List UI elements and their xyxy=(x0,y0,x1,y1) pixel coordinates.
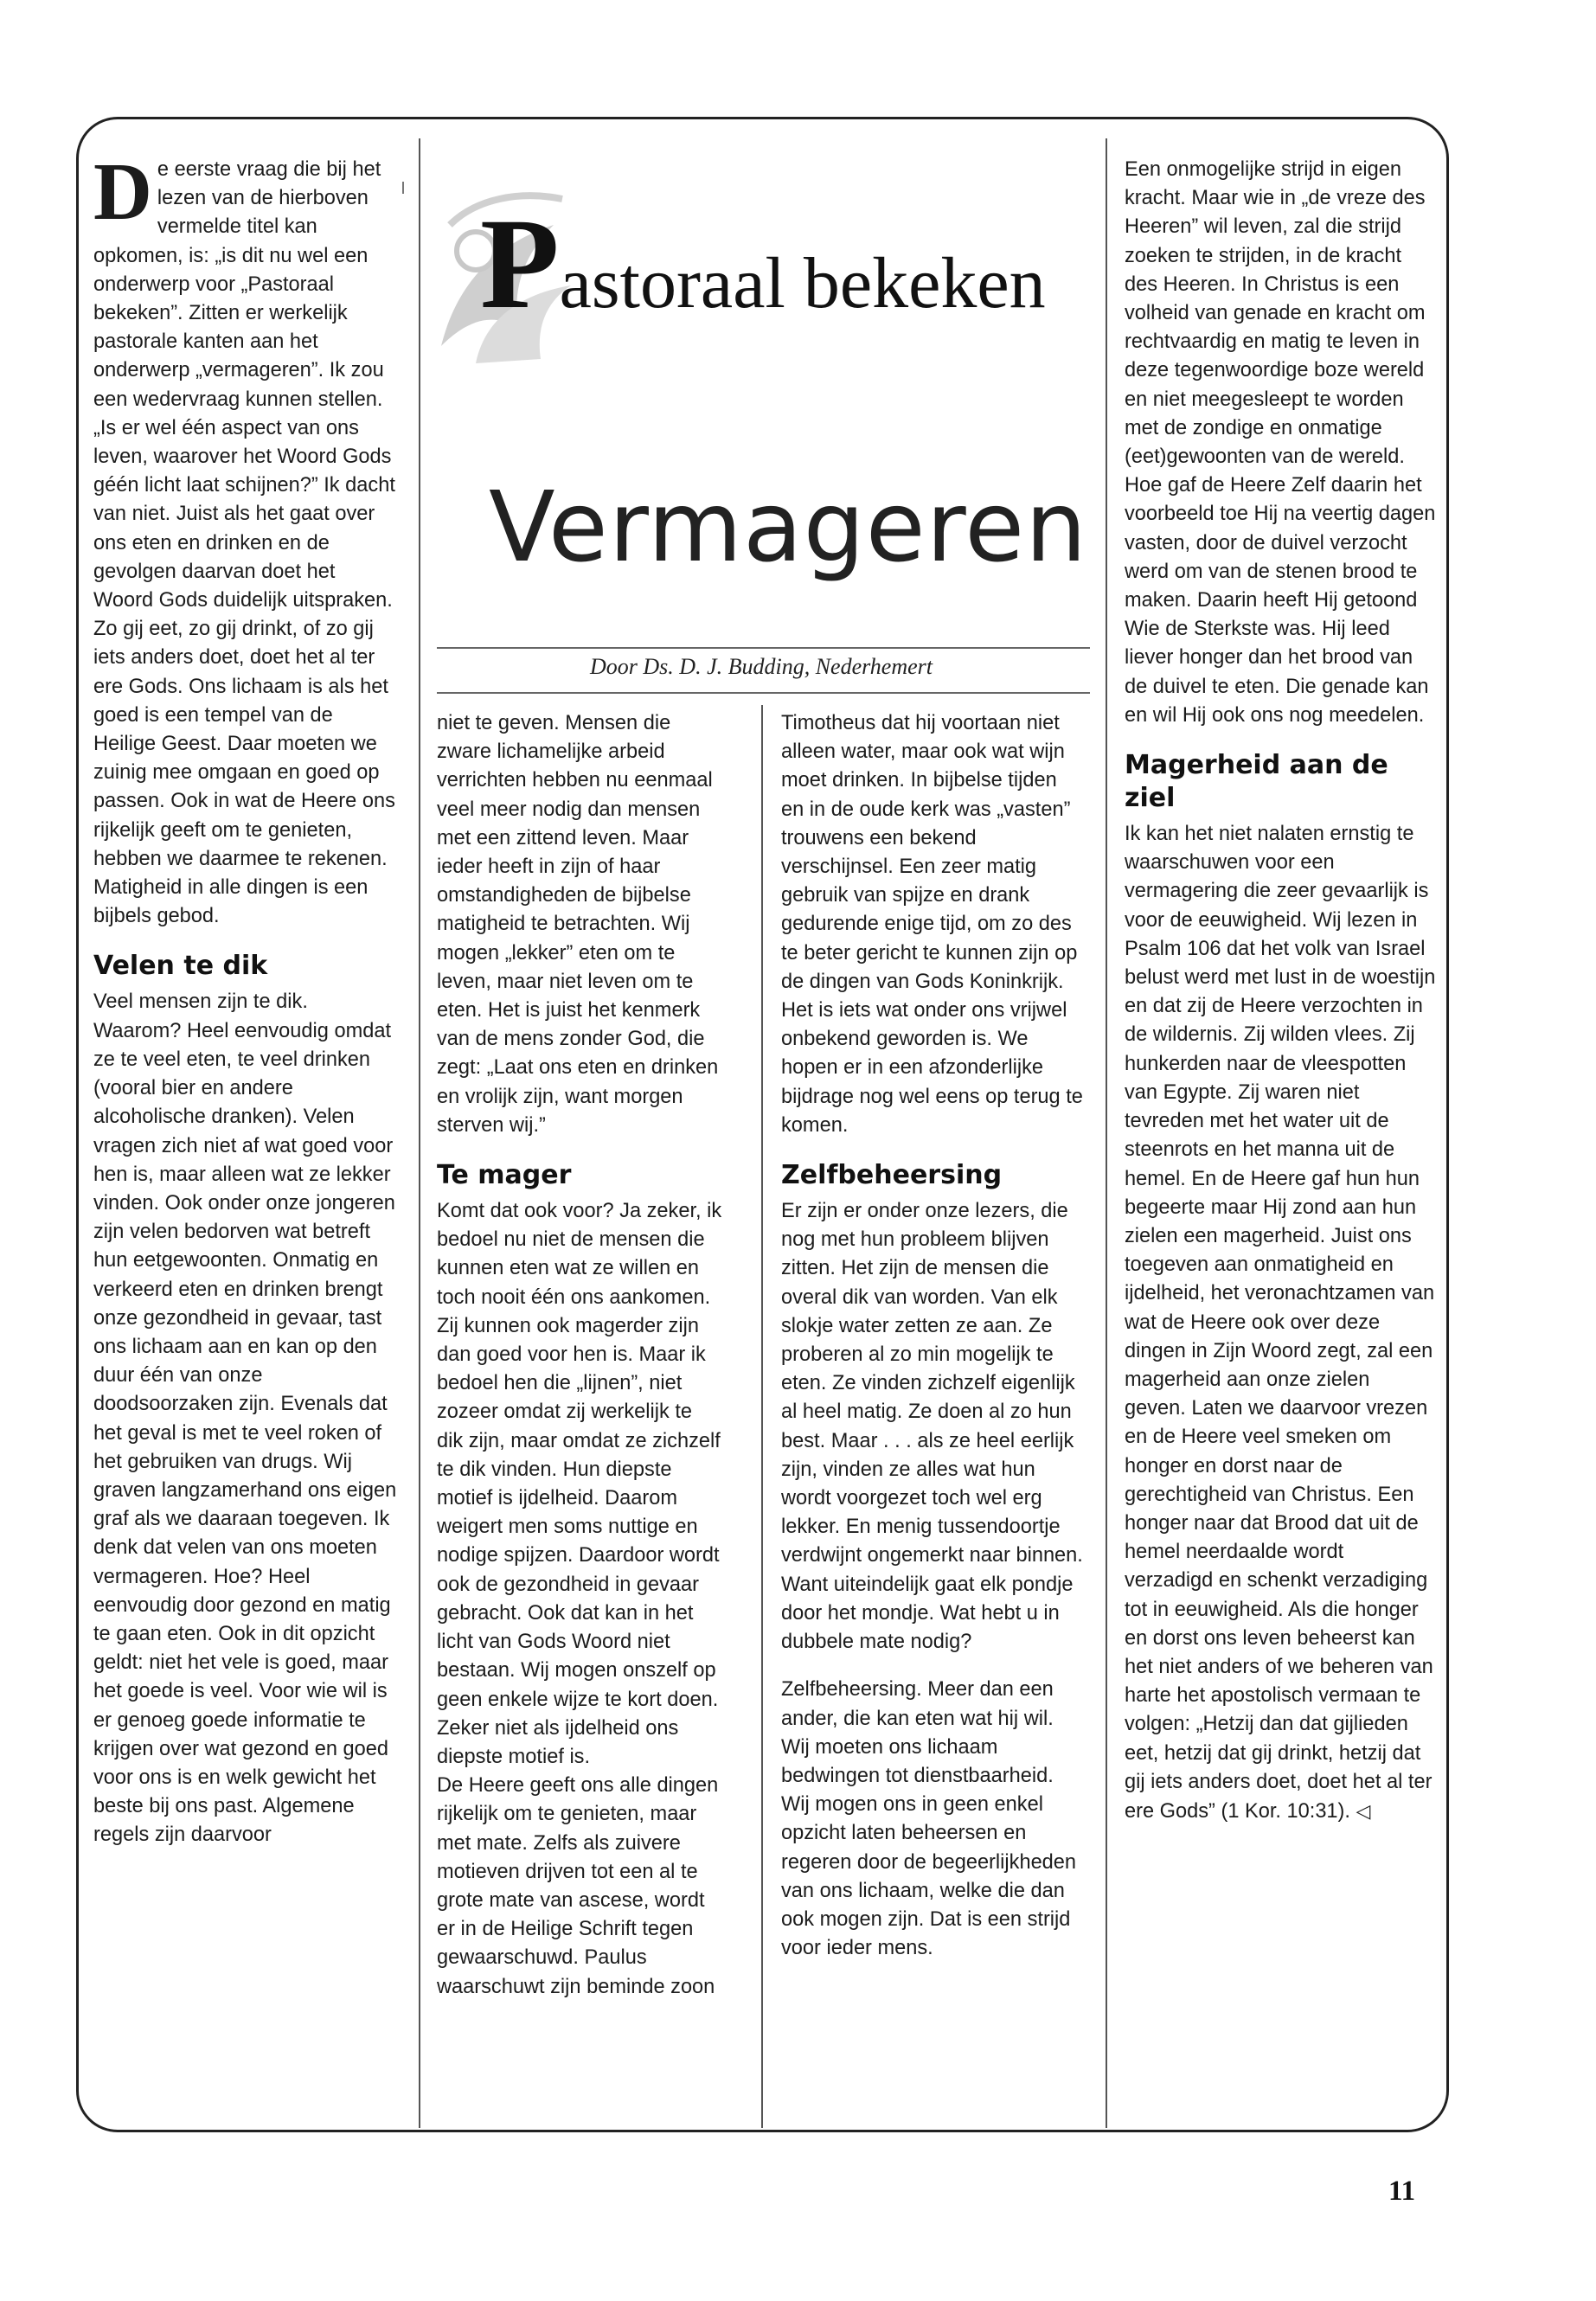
subheading-velen-te-dik: Velen te dik xyxy=(93,951,268,982)
subheading-te-mager: Te mager xyxy=(437,1160,572,1191)
paragraph: Een onmogelijke strijd in eigen kracht. Maar wie in „de vreze des Heeren” wil leven, zal die strijd zoeken te strijden, in de kracht des Heeren. In Christus is een volheid van genade en kracht om rechtvaardig en matig te leven in deze tegenwoordige boze wereld en niet meegesleept te worden met de zondige en onmatige (eet)gewoonten van de wereld. Hoe gaf de Heere Zelf daarin het voorbeeld toe Hij na veertig dagen vasten, door de duivel verzocht werd om van de stenen brood te maken. Daarin heeft Hij getoond Wie de Sterkste was. Hij leed liever honger dan het brood van de duivel te eten. Die genade kan en wil Hij ook ons nog meedelen. xyxy=(1125,158,1436,727)
column-1 xyxy=(93,147,401,1850)
byline-rule-bottom xyxy=(437,692,1090,694)
paragraph xyxy=(1125,820,1436,1826)
column-3 xyxy=(781,709,1084,1963)
series-title xyxy=(480,192,1046,336)
column-4 xyxy=(1125,156,1436,1826)
paragraph: Er zijn er onder onze lezers, die nog met hun probleem blijven zitten. Het zijn de mensen die overal dik van worden. Van elk slokje water zetten ze aan. Ze proberen al zo min mogelijk te eten. Ze vinden zichzelf eigenlijk al heel matig. Ze doen al zo hun best. Maar . . . als ze heel eerlijk zijn, vinden ze alles wat hun wordt voorgezet toch wel erg lekker. En menig tussendoortje verdwijnt ongemerkt naar binnen. Want uiteindelijk gaat elk pondje door het mondje. Wat hebt u in dubbele mate nodig? xyxy=(781,1200,1083,1654)
paragraph: niet te geven. Mensen die zware lichamelijke arbeid verrichten hebben nu eenmaal veel meer nodig dan mensen met een zittend leven. Maar ieder heeft in zijn of haar omstandigheden de bijbelse matigheid te betrachten. Wij mogen „lekker” eten om te leven, maar niet leven om te eten. Het is juist het kenmerk van de mens zonder God, die zegt: „Laat ons eten en drinken en vrolijk zijn, want morgen sterven wij.” xyxy=(437,712,719,1137)
series-initial: P xyxy=(480,192,560,336)
series-rest: astoraal bekeken xyxy=(559,243,1046,324)
column-divider-1 xyxy=(419,138,420,2128)
closing-text: Ik kan het niet nalaten ernstig te waarschuwen voor een vermagering die zeer gevaarlijk is voor de eeuwigheid. Wij lezen in Psalm 106 dat het volk van Israel belust werd met lust in de woestijn en dat zij de Heere verzochten in de wildernis. Zij wilden vlees. Zij hunkerden naar de vleespotten van Egypte. Zij waren niet tevreden met het water uit de steenrots en het manna uit de hemel. En de Heere gaf hun hun begeerte maar Hij zond aan hun zielen een magerheid. Juist ons toegeven aan onmatigheid en ijdelheid, het veronachtzamen van wat de Heere ook over deze dingen in Zijn Woord zegt, zal een magerheid aan onze zielen geven. Laten we daarvoor vrezen en de Heere veel smeken om honger en dorst naar de gerechtigheid van Christus. Een honger naar dat Brood dat uit de hemel neerdaalde wordt verzadigd en schenkt verzadiging tot in eeuwigheid. Als die honger en dorst ons leven beheerst kan het niet anders of we beheren van harte het apostolisch vermaan te volgen: „Hetzij dan dat gijlieden eet, hetzij dat gij drinkt, hetzij dat gij iets anders doet, doet het al ter ere Gods” (1 Kor. 10:31). xyxy=(1125,823,1436,1823)
corner-tick xyxy=(402,182,404,194)
subheading-magerheid-aan-de-ziel: Magerheid aan de ziel xyxy=(1125,750,1388,814)
column-divider-3 xyxy=(1106,138,1107,2128)
intro-paragraph xyxy=(93,147,401,931)
paragraph: Komt dat ook voor? Ja zeker, ik bedoel nu niet de mensen die kunnen eten wat ze willen en toch nooit één ons aankomen. Zij kunnen ook magerder zijn dan goed voor hen is. Maar ik bedoel hen die „lijnen”, niet zozeer omdat zij werkelijk te dik zijn, maar omdat ze zichzelf te dik vinden. Hun diepste motief is ijdelheid. Daarom weigert men soms nuttige en nodige spijzen. Daardoor wordt ook de gezondheid in gevaar gebracht. Ook dat kan in het licht van Gods Woord niet bestaan. Wij mogen onszelf op geen enkele wijze te kort doen. Zeker niet als ijdelheid ons diepste motief is. xyxy=(437,1200,722,1768)
column-divider-2 xyxy=(761,705,763,2128)
page-number: 11 xyxy=(1388,2176,1416,2207)
paragraph: Veel mensen zijn te dik. Waarom? Heel eenvoudig omdat ze te veel eten, te veel drinken (vooral bier en andere alcoholische dranken). Velen vragen zich niet af wat goed voor hen is, maar alleen wat ze lekker vinden. Ook onder onze jongeren zijn velen bedorven wat betreft hun eetgewoonten. Onmatig en verkeerd eten en drinken brengt onze gezondheid in gevaar, tast ons lichaam aan en kan op den duur één van onze doodsoorzaken zijn. Evenals dat het geval is met te veel roken of het gebruiken van drugs. Wij graven langzamerhand ons eigen graf als we daaraan toegeven. Ik denk dat velen van ons moeten vermageren. Hoe? Heel eenvoudig door gezond en matig te gaan eten. Ook in dit opzicht geldt: niet het vele is goed, maar het goede is veel. Voor wie wil is er genoeg goede informatie te krijgen over wat gezond en goed voor ons is en welk gewicht het beste bij ons past. Algemene regels zijn daarvoor xyxy=(93,990,397,1847)
column-2 xyxy=(437,709,722,2002)
paragraph: De Heere geeft ons alle dingen rijkelijk om te genieten, maar met mate. Zelfs als zuivere motieven drijven tot een al te grote mate van ascese, wordt er in de Heilige Schrift tegen gewaarschuwd. Paulus waarschuwt zijn beminde zoon xyxy=(437,1774,719,1998)
intro-text: e eerste vraag die bij het lezen van de hierboven vermelde titel kan opkomen, is: „is dit nu wel een onderwerp voor „Pastoraal bekeken”. Zitten er werkelijk pastorale kanten aan het onderwerp „vermageren”. Ik zou een wedervraag kunnen stellen. „Is er wel één aspect van ons leven, waarover het Woord Gods géén licht laat schijnen?” Ik dacht van niet. Juist als het gaat over ons eten en drinken en de gevolgen daarvan doet het Woord Gods duidelijk uitspraken. Zo gij eet, zo gij drinkt, of zo gij iets anders doet, doet het al ter ere Gods. Ons lichaam is als het goed is een tempel van de Heilige Geest. Daar moeten we zuinig mee omgaan en goed op passen. Ook in wat de Heere ons rijkelijk geeft om te genieten, hebben we daarmee te rekenen. Matigheid in alle dingen is een bijbels gebod. xyxy=(93,158,395,928)
byline: Door Ds. D. J. Budding, Nederhemert xyxy=(590,654,933,679)
paragraph: Zelfbeheersing. Meer dan een ander, die kan eten wat hij wil. Wij moeten ons lichaam bedwingen tot dienstbaarheid. Wij mogen ons in geen enkel opzicht laten beheersen en regeren door de begeerlijkheden van ons lichaam, welke die dan ook mogen zijn. Dat is een strijd voor ieder mens. xyxy=(781,1678,1077,1960)
subheading-zelfbeheersing: Zelfbeheersing xyxy=(781,1160,1003,1191)
article-title: Vermageren xyxy=(489,471,1088,584)
end-mark-icon: ◁ xyxy=(1356,1799,1371,1822)
byline-rule-top xyxy=(437,647,1090,649)
paragraph: Timotheus dat hij voortaan niet alleen water, maar ook wat wijn moet drinken. In bijbelse tijden en in de oude kerk was „vasten” trouwens een bekend verschijnsel. Een zeer matig gebruik van spijze en drank gedurende enige tijd, om zo des te beter gericht te kunnen zijn op de dingen van Gods Koninkrijk. Het is iets wat onder ons vrijwel onbekend geworden is. We hopen er in een afzonderlijke bijdrage nog wel eens op terug te komen. xyxy=(781,712,1083,1137)
dropcap: D xyxy=(93,147,152,237)
